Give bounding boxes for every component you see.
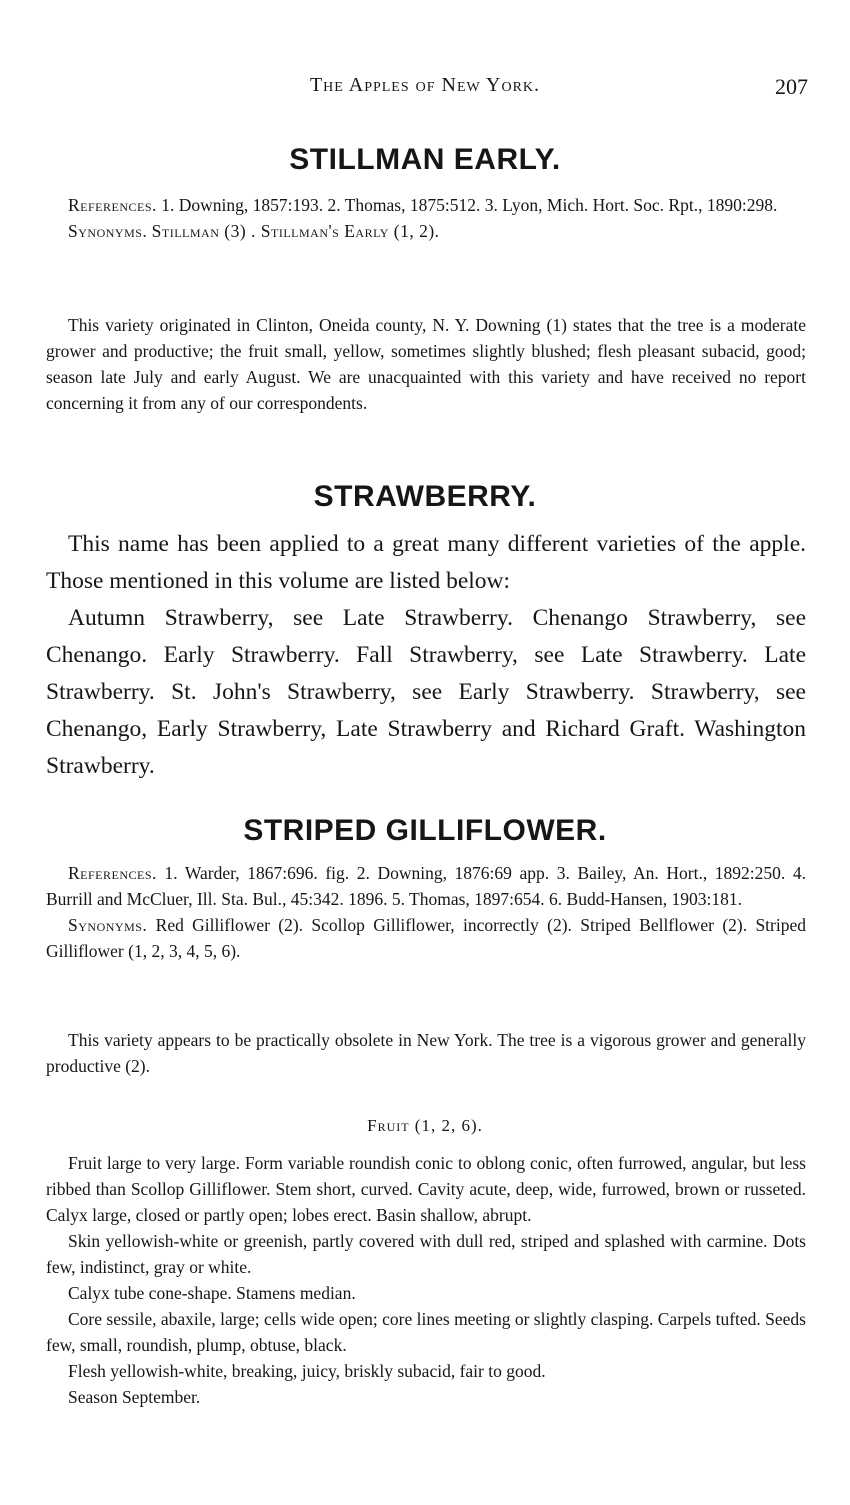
fruit-description xyxy=(46,1150,806,1410)
stillman-description: This variety originated in Clinton, Oneida county, N. Y. Downing (1) states that the tree is a moderate grower and productive; the fruit small, yellow, sometimes slightly blushed; flesh pleasant subacid, good; season late July and early August. We are unacquainted with this variety and have received no report concerning it from any of our correspondents. xyxy=(46,315,806,413)
strawberry-intro: This name has been applied to a great many different varieties of the apple. Those mentioned in this volume are listed below: xyxy=(46,531,806,594)
gilliflower-description: This variety appears to be practically obsolete in New York. The tree is a vigorous grower and generally productive (2). xyxy=(46,1030,806,1076)
stillman-references xyxy=(46,192,806,244)
fruit-paragraph: Fruit large to very large. Form variable roundish conic to oblong conic, often furrowed, angular, but less ribbed than Scollop Gilliflower. Stem short, curved. Cavity acute, deep, wide, furrowed, brown or russeted. Calyx large, closed or partly open; lobes erect. Basin shallow, abrupt. xyxy=(46,1153,806,1225)
synonyms-label: Synonyms. xyxy=(68,915,148,935)
references-label: References. xyxy=(68,195,157,215)
page-number: 207 xyxy=(775,74,808,99)
running-title: The Apples of New York. xyxy=(309,74,541,96)
fruit-paragraph: Skin yellowish-white or greenish, partly covered with dull red, striped and splashed with carmine. Dots few, indistinct, gray or white. xyxy=(46,1231,806,1277)
section-heading-stillman-early: STILLMAN EARLY. xyxy=(289,143,561,176)
fruit-paragraph: Season September. xyxy=(68,1387,201,1407)
references-text: 1. Warder, 1867:696. fig. 2. Downing, 1876:69 app. 3. Bailey, An. Hort., 1892:250. 4. Burrill and McCluer, Ill. Sta. Bul., 45:342. 1896. 5. Thomas, 1897:654. 6. Budd-Hansen, 1903:181. xyxy=(46,863,807,909)
section-heading-strawberry: STRAWBERRY. xyxy=(313,480,537,513)
references-text: 1. Downing, 1857:193. 2. Thomas, 1875:512. 3. Lyon, Mich. Hort. Soc. Rpt., 1890:298. xyxy=(161,195,778,215)
running-head xyxy=(0,74,850,104)
fruit-paragraph: Flesh yellowish-white, breaking, juicy, briskly subacid, fair to good. xyxy=(68,1361,546,1381)
section-heading-striped-gilliflower: STRIPED GILLIFLOWER. xyxy=(243,814,607,847)
gilliflower-references xyxy=(46,860,806,964)
strawberry-list: Autumn Strawberry, see Late Strawberry. Chenango Strawberry, see Chenango. Early Strawberry. Fall Strawberry, see Late Strawberry. Late Strawberry. St. John's Strawberry, see Early Strawberry. Strawberry, see Chenango, Early Strawberry, Late Strawberry and Richard Graft. Washington Strawberry. xyxy=(46,605,806,779)
synonyms-label: Synonyms. xyxy=(68,221,148,241)
fruit-heading: Fruit (1, 2, 6). xyxy=(367,1116,483,1135)
synonyms-text: Stillman (3) . Stillman's Early (1, 2). xyxy=(151,221,440,241)
fruit-paragraph: Core sessile, abaxile, large; cells wide open; core lines meeting or slightly clasping. Carpels tufted. Seeds few, small, roundish, plump, obtuse, black. xyxy=(46,1309,806,1355)
fruit-paragraph: Calyx tube cone-shape. Stamens median. xyxy=(68,1283,356,1303)
references-label: References. xyxy=(68,863,157,883)
synonyms-text: Red Gilliflower (2). Scollop Gilliflower, incorrectly (2). Striped Bellflower (2). Striped Gilliflower (1, 2, 3, 4, 5, 6). xyxy=(46,915,806,961)
